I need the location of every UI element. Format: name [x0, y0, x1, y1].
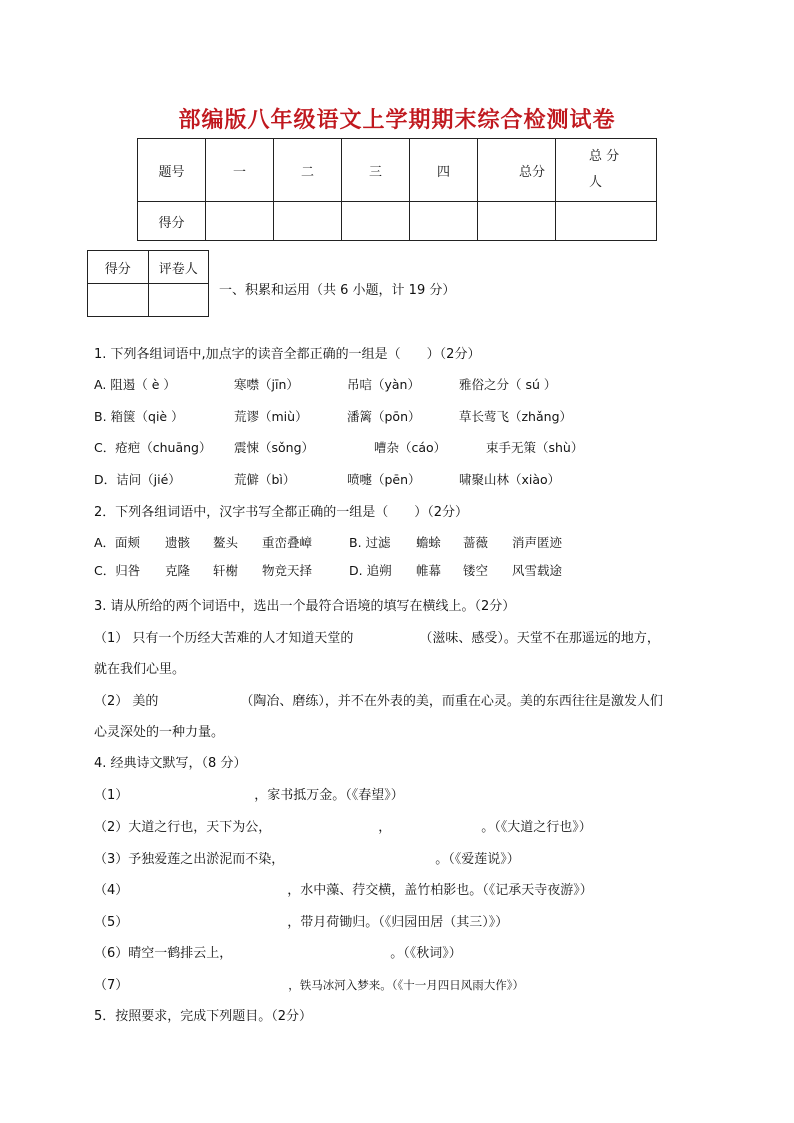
- score-cell: [342, 202, 410, 241]
- q3-part1: [94, 627, 660, 646]
- q1-c-4: 束手无策（shù）: [486, 440, 584, 455]
- header-3: 三: [342, 139, 410, 202]
- q1-a-2: 寒噤（jīn）: [234, 377, 299, 392]
- grader-score-cell: [88, 284, 149, 317]
- q4-line5: [94, 911, 508, 930]
- q1-c-3: 嘈杂（cáo）: [374, 440, 447, 455]
- q1-option-d: [94, 470, 560, 488]
- q4-l4-num: （4）: [94, 883, 129, 898]
- q2-d-2: 帷幕: [416, 563, 442, 578]
- q4-line1: [94, 784, 404, 803]
- q2-c-4: 物竞天择: [262, 563, 313, 578]
- score-cell: [478, 202, 556, 241]
- q1-a-3: 吊唁（yàn）: [347, 377, 420, 392]
- q2-b-3: 蔷薇: [463, 535, 489, 550]
- q4-l2-text-b: ，: [378, 820, 392, 835]
- q3-p2-text-b: （陶冶、磨练），并不在外表的美，而重在心灵。美的东西往往是激发人们: [240, 694, 663, 709]
- q3-stem: 3. 请从所给的两个词语中，选出一个最符合语境的填写在横线上。（2分）: [94, 599, 516, 614]
- q4-line7: [94, 974, 524, 993]
- q3-p1-text-b: （滋味、感受）。天堂不在那遥远的地方，: [419, 631, 660, 646]
- q4-l5-num: （5）: [94, 915, 129, 930]
- q1-d-3: 喷嚏（pēn）: [347, 472, 421, 487]
- q4-l5-text: ，带月荷锄归。（《归园田居（其三）》）: [287, 915, 509, 930]
- q1-b-1: B. 箱箧（qiè ）: [94, 409, 184, 424]
- q4-l2-text-a: （2）大道之行也，天下为公，: [94, 820, 272, 835]
- q1-option-b: [94, 407, 572, 425]
- q4-line6: [94, 942, 462, 961]
- section-heading: 一、积累和运用（共 6 小题，计 19 分）: [219, 283, 456, 298]
- q3-part1-cont: 就在我们心里。: [94, 662, 186, 677]
- q2-c-2: 克隆: [165, 563, 191, 578]
- q1-c-1: C．疮疤（chuāng）: [94, 440, 212, 455]
- header-reviewer-line2: 人: [589, 175, 603, 190]
- header-tihao: 题号: [138, 139, 206, 202]
- q1-b-4: 草长莺飞（zhǎng）: [459, 409, 573, 424]
- q2-a-3: 鳌头: [213, 535, 239, 550]
- q1-d-2: 荒僻（bì）: [234, 472, 296, 487]
- q2-stem: 2．下列各组词语中，汉字书写全都正确的一组是（ ）（2分）: [94, 505, 469, 520]
- q4-l7-text: ，铁马冰河入梦来。（《十一月四日风雨大作》）: [288, 978, 525, 992]
- score-cell: [556, 202, 657, 241]
- header-1: 一: [206, 139, 274, 202]
- q3-p1-text-a: （1） 只有一个历经大苦难的人才知道天堂的: [94, 631, 354, 646]
- score-table: [137, 138, 657, 241]
- q4-line3: [94, 848, 520, 867]
- header-4: 四: [410, 139, 478, 202]
- q1-a-1: A. 阻遏（ è ）: [94, 377, 176, 392]
- q2-a-2: 遗骸: [165, 535, 191, 550]
- q4-l6-text-b: 。（《秋词》）: [390, 946, 462, 961]
- grader-reviewer-label: 评卷人: [148, 251, 209, 284]
- q1-b-3: 潘篱（pōn）: [347, 409, 421, 424]
- grader-reviewer-cell: [148, 284, 209, 317]
- grader-table: [87, 250, 209, 317]
- q3-part2: [94, 690, 663, 709]
- q4-l7-num: （7）: [94, 978, 129, 993]
- q2-b-4: 消声匿迹: [512, 535, 563, 550]
- q4-l1-text: ，家书抵万金。（《春望》）: [254, 788, 404, 803]
- score-cell: [206, 202, 274, 241]
- q2-a-1: A．面颊: [94, 535, 141, 550]
- q2-b-1: B. 过滤: [349, 535, 391, 550]
- q1-b-2: 荒谬（miù）: [234, 409, 308, 424]
- q2-c-3: 轩榭: [213, 563, 239, 578]
- q3-p2-text-a: （2） 美的: [94, 694, 159, 709]
- q1-stem: 1. 下列各组词语中,加点字的读音全都正确的一组是（ ）（2分）: [94, 347, 481, 362]
- q4-stem: 4. 经典诗文默写，（8 分）: [94, 756, 247, 771]
- q2-d-4: 风雪载途: [512, 563, 563, 578]
- q3-part2-cont: 心灵深处的一种力量。: [94, 725, 225, 740]
- q2-d-3: 镂空: [463, 563, 489, 578]
- q4-l6-text-a: （6）晴空一鹤排云上，: [94, 946, 233, 961]
- q4-l4-text: ，水中藻、荇交横，盖竹柏影也。（《记承天寺夜游》）: [287, 883, 593, 898]
- q2-option-ab: [94, 533, 562, 551]
- header-reviewer: [556, 139, 657, 202]
- q2-d-1: D. 追朔: [349, 563, 392, 578]
- row-score-label: 得分: [138, 202, 206, 241]
- q2-a-4: 重峦叠嶂: [262, 535, 313, 550]
- q1-a-4: 雅俗之分（ sú ）: [459, 377, 557, 392]
- header-reviewer-line1: 总 分: [589, 149, 620, 164]
- q1-d-1: D．诘问（jié）: [94, 472, 181, 487]
- q4-line2: [94, 816, 592, 835]
- q2-option-cd: [94, 561, 562, 579]
- score-cell: [274, 202, 342, 241]
- q5-stem: 5．按照要求，完成下列题目。（2分）: [94, 1009, 313, 1024]
- header-total: 总分: [478, 139, 556, 202]
- q4-l3-text-b: 。（《爱莲说》）: [435, 852, 520, 867]
- header-2: 二: [274, 139, 342, 202]
- score-cell: [410, 202, 478, 241]
- q1-option-a: [94, 375, 556, 393]
- q4-l1-num: （1）: [94, 788, 129, 803]
- grader-score-label: 得分: [88, 251, 149, 284]
- q1-c-2: 震悚（sǒng）: [234, 440, 315, 455]
- q2-c-1: C．归咎: [94, 563, 141, 578]
- q2-b-2: 蟾蜍: [416, 535, 442, 550]
- q4-line4: [94, 879, 593, 898]
- exam-title: 部编版八年级语文上学期期末综合检测试卷: [178, 107, 616, 133]
- q1-option-c: [94, 438, 583, 456]
- q4-l3-text-a: （3）予独爱莲之出淤泥而不染，: [94, 852, 285, 867]
- q1-d-4: 啸聚山林（xiào）: [459, 472, 561, 487]
- q4-l2-text-c: 。（《大道之行也》）: [481, 820, 592, 835]
